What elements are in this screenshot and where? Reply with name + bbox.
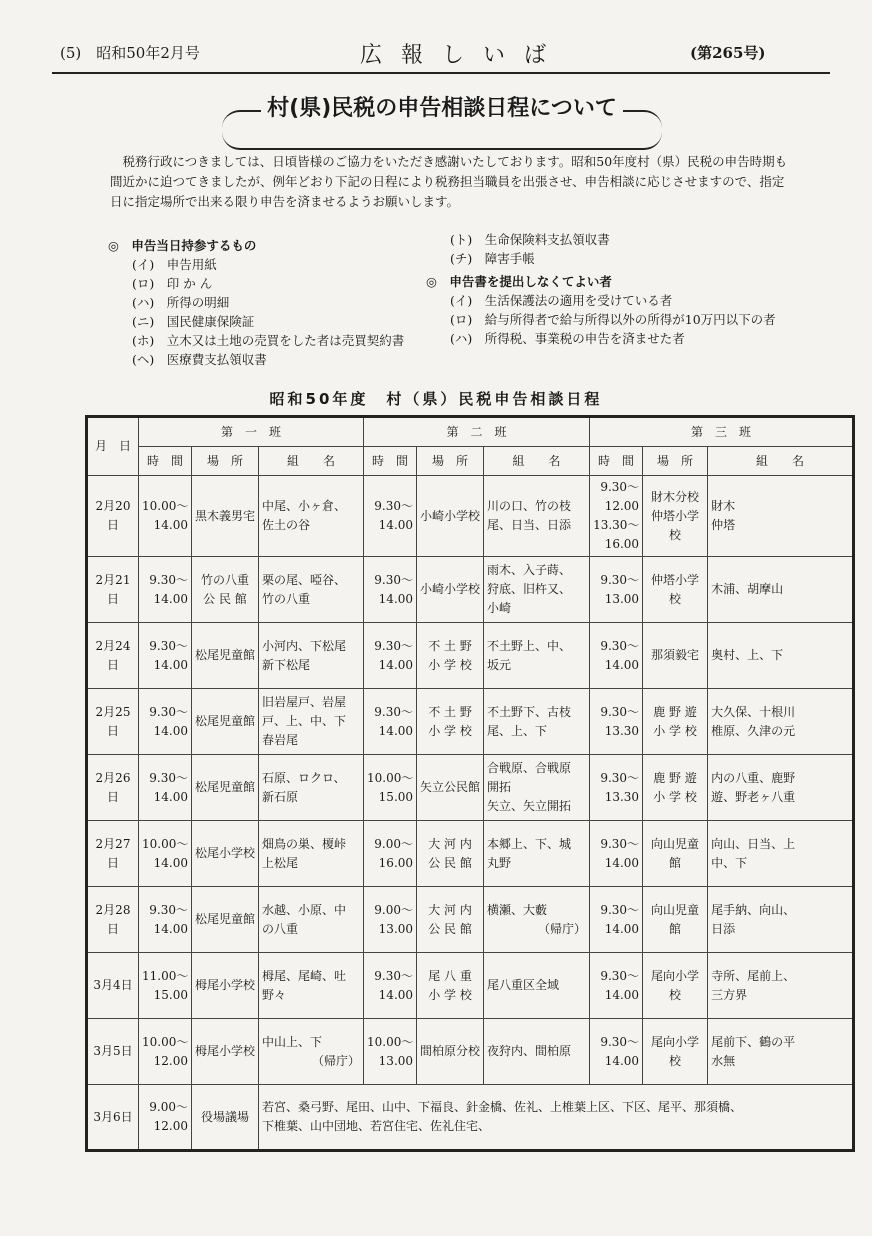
bring-list xyxy=(108,236,404,369)
place-cell xyxy=(192,623,259,689)
table-title: 昭和50年度 村（県）民税申告相談日程 xyxy=(269,390,603,408)
place-cell xyxy=(417,557,484,623)
time-cell xyxy=(139,821,192,887)
time-cell-line: 14.00 xyxy=(378,723,414,738)
names-cell-line: 遊、野老ヶ八重 xyxy=(711,789,796,804)
header-rule xyxy=(52,72,830,74)
names-cell-line: 水越、小原、中 xyxy=(262,902,347,917)
intro-paragraph: 税務行政につきましては、日頃皆様のご協力をいただき感謝いたしております。昭和50年度村（県）民税の申告時期も間近かに迫つてきましたが、例年どおり下記の日程により税務担当職員を出張させ、申告相談に応じさせますので、指定日に指定場所で出来る限り申告を済ませるようお願いします。 xyxy=(110,154,788,209)
place-cell xyxy=(192,755,259,821)
time-cell-line: 9.30〜 xyxy=(374,638,414,653)
place-cell xyxy=(192,689,259,755)
time-cell-line: 14.00 xyxy=(604,987,640,1002)
place-cell xyxy=(643,1019,708,1085)
place-cell xyxy=(643,821,708,887)
table-row xyxy=(87,689,854,755)
table-row xyxy=(87,821,854,887)
names-cell xyxy=(708,623,854,689)
place-cell xyxy=(192,1085,259,1151)
place-cell-line: 鹿 野 遊 xyxy=(653,770,697,785)
names-cell xyxy=(484,1019,590,1085)
time-cell-line: 14.00 xyxy=(153,518,188,532)
time-cell xyxy=(139,887,192,953)
names-cell-line: 木浦、胡摩山 xyxy=(711,582,784,596)
names-cell-line: 日添 xyxy=(711,921,736,936)
place-cell xyxy=(417,1019,484,1085)
time-cell-line: 9.30〜 xyxy=(600,836,640,851)
time-cell xyxy=(590,557,643,623)
names-cell-line: 栂尾、尾崎、吐 xyxy=(262,968,347,983)
names-cell-line: 狩底、旧杵又、 xyxy=(487,582,572,596)
names-cell-line: 夜狩内、間柏原 xyxy=(487,1044,572,1058)
list-item: (ホ) 立木又は土地の売買をした者は売買契約書 xyxy=(132,333,405,348)
place-cell xyxy=(192,557,259,623)
names-cell xyxy=(708,755,854,821)
list-item: (ハ) 所得の明細 xyxy=(132,295,230,310)
time-cell xyxy=(139,689,192,755)
place-cell-line: 黒木義男宅 xyxy=(195,508,256,523)
names-cell-line: 新石原 xyxy=(262,789,299,804)
time-cell xyxy=(590,953,643,1019)
place-cell xyxy=(417,887,484,953)
names-cell-line: 雨木、入子蒔、 xyxy=(487,563,572,577)
names-cell xyxy=(484,689,590,755)
place-header: 場 所 xyxy=(643,447,708,476)
list-item: (ロ) 給与所得者で給与所得以外の所得が10万円以下の者 xyxy=(450,312,776,327)
names-cell-line: 矢立、矢立開拓 xyxy=(487,799,572,813)
time-cell-line: 13.00 xyxy=(604,591,640,606)
names-cell-line: 丸野 xyxy=(487,855,512,870)
names-cell-line: 中尾、小ヶ倉、 xyxy=(262,499,347,513)
names-cell-line: 不土野上、中、 xyxy=(487,638,572,653)
time-cell-line: 12.00 xyxy=(153,1053,188,1068)
names-cell-line: 若宮、桑弓野、尾田、山中、下福良、針金橋、佐礼、上椎葉上区、下区、尾平、那須橋、 xyxy=(262,1100,743,1114)
names-cell-line: 奥村、上、下 xyxy=(711,648,784,662)
table-row xyxy=(87,557,854,623)
names-header: 組 名 xyxy=(484,447,590,476)
time-cell-line: 14.00 xyxy=(153,855,188,870)
names-cell xyxy=(484,887,590,953)
place-cell xyxy=(192,476,259,557)
names-cell-line: 本郷上、下、城 xyxy=(487,836,572,851)
time-cell xyxy=(364,1019,417,1085)
names-cell xyxy=(708,476,854,557)
list-heading: ◎ 申告当日持参するもの xyxy=(108,238,257,253)
time-cell-line: 13.30 xyxy=(604,789,640,804)
time-cell-line: 10.00〜 xyxy=(367,1034,414,1049)
place-cell-line: 小 学 校 xyxy=(428,987,472,1002)
names-cell-line: 向山、日当、上 xyxy=(711,836,796,851)
names-cell-line: 開拓 xyxy=(487,780,512,794)
place-cell-line: 向山児童館 xyxy=(651,902,700,936)
names-cell-line: 下椎葉、山中団地、若宮住宅、佐礼住宅、 xyxy=(262,1119,491,1133)
list-item: (イ) 申告用紙 xyxy=(132,257,217,272)
names-cell-line: 横瀬、大藪 xyxy=(487,902,548,917)
names-header: 組 名 xyxy=(708,447,854,476)
time-cell-line: 14.00 xyxy=(378,657,414,672)
time-cell-line: 14.00 xyxy=(153,789,188,804)
date-cell: 3月4日 xyxy=(87,953,139,1019)
table-row xyxy=(87,755,854,821)
names-cell xyxy=(259,1019,364,1085)
time-cell-line: 10.00〜 xyxy=(142,499,189,513)
place-cell-line: 松尾児童館 xyxy=(195,648,256,662)
time-cell xyxy=(364,557,417,623)
names-cell-line: 中、下 xyxy=(711,855,748,870)
time-cell-line: 9.30〜 xyxy=(149,770,188,785)
date-cell: 2月27日 xyxy=(87,821,139,887)
table-row xyxy=(87,953,854,1019)
place-cell-line: 向山児童館 xyxy=(651,836,700,870)
names-cell xyxy=(484,953,590,1019)
place-cell-line: 大 河 内 xyxy=(428,902,472,917)
time-cell xyxy=(364,953,417,1019)
place-cell-line: 尾向小学校 xyxy=(651,968,700,1002)
place-cell-line: 公 民 館 xyxy=(428,855,472,870)
names-cell-line: （帰庁） xyxy=(538,921,587,936)
names-cell-line: 合戦原、合戦原 xyxy=(487,761,572,775)
names-cell xyxy=(484,821,590,887)
names-cell xyxy=(484,755,590,821)
group-header: 第 三 班 xyxy=(590,417,854,447)
time-cell-line: 14.00 xyxy=(153,921,188,936)
time-cell-line: 13.30 xyxy=(604,723,640,738)
place-cell-line: 小崎小学校 xyxy=(420,582,481,596)
names-cell-line: 寺所、尾前上、 xyxy=(711,968,796,983)
names-cell-line: 小崎 xyxy=(487,601,512,615)
schedule-table xyxy=(85,415,855,1152)
list-item: (ハ) 所得税、事業税の申告を済ませた者 xyxy=(450,331,685,346)
time-cell-line: 9.30〜 xyxy=(149,902,188,917)
time-cell-line: 9.30〜 xyxy=(600,638,640,653)
time-cell xyxy=(139,953,192,1019)
names-cell-line: 栗の尾、啞谷、 xyxy=(262,572,347,587)
names-cell-line: 春岩尾 xyxy=(262,733,299,747)
names-cell-line: 小河内、下松尾 xyxy=(262,638,347,653)
place-cell-line: 松尾児童館 xyxy=(195,780,256,794)
names-cell-line: 尾手納、向山、 xyxy=(711,902,796,917)
time-cell xyxy=(590,1019,643,1085)
names-cell-line: 中山上、下 xyxy=(262,1034,323,1049)
names-cell-line: 畑鳥の巣、榎峠 xyxy=(262,836,347,851)
time-cell-line: 16.00 xyxy=(604,537,640,551)
names-cell xyxy=(484,623,590,689)
time-header: 時 間 xyxy=(590,447,643,476)
time-cell-line: 14.00 xyxy=(378,987,414,1002)
place-cell xyxy=(643,887,708,953)
names-cell xyxy=(259,1085,854,1151)
place-cell-line: 尾向小学校 xyxy=(651,1034,700,1068)
place-cell-line: 那須毅宅 xyxy=(651,648,700,662)
names-cell-line: 不土野下、古枝 xyxy=(487,704,572,719)
time-cell-line: 9.30〜 xyxy=(600,704,640,719)
date-cell: 2月20日 xyxy=(87,476,139,557)
table-row xyxy=(87,476,854,557)
time-cell-line: 9.30〜 xyxy=(600,1034,640,1049)
place-cell-line: 松尾小学校 xyxy=(195,846,256,860)
names-cell-line: 川の口、竹の枝 xyxy=(487,499,572,513)
names-cell-line: 尾、上、下 xyxy=(487,723,548,738)
place-cell-line: 小崎小学校 xyxy=(420,508,481,523)
time-cell-line: 10.00〜 xyxy=(367,770,414,785)
time-cell-line: 14.00 xyxy=(604,855,640,870)
names-cell xyxy=(708,689,854,755)
time-cell-line: 14.00 xyxy=(378,518,414,532)
names-cell-line: 竹の八重 xyxy=(262,591,311,606)
place-cell xyxy=(417,476,484,557)
place-cell xyxy=(192,953,259,1019)
time-cell-line: 9.00〜 xyxy=(149,1100,188,1114)
time-cell-line: 9.30〜 xyxy=(374,572,414,587)
names-cell-line: 新下松尾 xyxy=(262,657,311,672)
place-cell-line: 財木分校 xyxy=(651,489,700,504)
names-cell xyxy=(259,623,364,689)
table-row xyxy=(87,1019,854,1085)
place-cell-line: 仲塔小学校 xyxy=(651,508,700,542)
issue-date: (5) 昭和50年2月号 xyxy=(60,44,200,62)
names-cell xyxy=(708,1019,854,1085)
time-cell-line: 13.00 xyxy=(378,1053,414,1068)
time-cell-line: 10.00〜 xyxy=(142,836,189,851)
place-cell xyxy=(192,1019,259,1085)
names-cell xyxy=(708,557,854,623)
names-cell-line: の八重 xyxy=(262,921,299,936)
names-cell-line: 佐土の谷 xyxy=(262,518,311,532)
time-cell xyxy=(590,689,643,755)
time-cell xyxy=(590,821,643,887)
extra-list xyxy=(426,230,776,348)
time-cell-line: 12.00 xyxy=(604,499,640,513)
date-cell: 2月24日 xyxy=(87,623,139,689)
group-header: 第 一 班 xyxy=(139,417,364,447)
table-row xyxy=(87,1085,854,1151)
group-header: 第 二 班 xyxy=(364,417,590,447)
place-cell-line: 小 学 校 xyxy=(428,657,472,672)
place-header: 場 所 xyxy=(417,447,484,476)
time-cell-line: 9.30〜 xyxy=(600,480,640,494)
names-cell-line: 尾八重区全域 xyxy=(487,978,560,992)
place-cell xyxy=(417,623,484,689)
names-cell-line: 石原、ロクロ、 xyxy=(262,770,346,785)
list-item: (ヘ) 医療費支払領収書 xyxy=(132,352,267,367)
names-cell xyxy=(259,821,364,887)
list-item: (ニ) 国民健康保険証 xyxy=(132,314,255,329)
place-cell-line: 竹の八重 xyxy=(200,572,249,587)
date-cell: 2月28日 xyxy=(87,887,139,953)
time-cell-line: 9.30〜 xyxy=(600,770,640,785)
list-item: (ト) 生命保険料支払領収書 xyxy=(450,232,610,247)
time-cell-line: 15.00 xyxy=(153,987,188,1002)
time-cell xyxy=(139,1019,192,1085)
time-cell-line: 9.30〜 xyxy=(149,572,188,587)
place-cell-line: 小 学 校 xyxy=(653,789,697,804)
time-cell-line: 9.30〜 xyxy=(374,704,414,719)
names-cell xyxy=(484,476,590,557)
time-cell xyxy=(590,476,643,557)
names-cell-line: 財木 xyxy=(711,499,736,513)
names-cell-line: （帰庁） xyxy=(312,1053,361,1068)
time-cell-line: 14.00 xyxy=(378,591,414,606)
names-cell-line: 尾前下、鶴の平 xyxy=(711,1034,796,1049)
date-cell: 2月25日 xyxy=(87,689,139,755)
time-cell xyxy=(139,557,192,623)
place-cell-line: 不 土 野 xyxy=(428,704,472,719)
names-cell-line: 尾、日当、日添 xyxy=(487,518,572,532)
time-cell xyxy=(590,887,643,953)
names-cell xyxy=(259,557,364,623)
place-cell-line: 公 民 館 xyxy=(203,591,247,606)
time-cell-line: 9.30〜 xyxy=(149,704,188,719)
time-header: 時 間 xyxy=(364,447,417,476)
time-cell-line: 10.00〜 xyxy=(142,1034,189,1049)
time-cell-line: 9.30〜 xyxy=(600,968,640,983)
place-cell-line: 役場議場 xyxy=(200,1109,249,1124)
table-row xyxy=(87,887,854,953)
names-cell-line: 椎原、久津の元 xyxy=(711,723,796,738)
time-cell xyxy=(139,755,192,821)
time-cell-line: 14.00 xyxy=(604,657,640,672)
time-cell xyxy=(364,755,417,821)
names-cell-line: 仲塔 xyxy=(711,518,736,532)
time-cell-line: 14.00 xyxy=(153,723,188,738)
time-cell xyxy=(364,689,417,755)
names-cell xyxy=(259,887,364,953)
date-cell: 2月21日 xyxy=(87,557,139,623)
time-cell-line: 9.30〜 xyxy=(600,572,640,587)
place-cell xyxy=(417,821,484,887)
time-cell xyxy=(364,887,417,953)
place-cell xyxy=(643,476,708,557)
list-item: (ロ) 印 か ん xyxy=(132,276,213,291)
date-cell: 3月6日 xyxy=(87,1085,139,1151)
place-cell xyxy=(417,953,484,1019)
time-cell xyxy=(590,623,643,689)
time-cell xyxy=(590,755,643,821)
time-cell-line: 9.30〜 xyxy=(600,902,640,917)
place-cell xyxy=(643,557,708,623)
names-cell xyxy=(484,557,590,623)
time-cell-line: 9.30〜 xyxy=(374,499,414,513)
names-cell xyxy=(259,476,364,557)
place-cell-line: 尾 八 重 xyxy=(428,968,472,983)
time-cell-line: 9.00〜 xyxy=(374,902,414,917)
article-title: 村(県)民税の申告相談日程について xyxy=(261,96,623,121)
place-cell-line: 大 河 内 xyxy=(428,836,472,851)
time-cell xyxy=(364,821,417,887)
names-cell xyxy=(259,953,364,1019)
place-cell-line: 松尾児童館 xyxy=(195,912,256,926)
names-cell-line: 野々 xyxy=(262,987,287,1002)
place-cell-line: 小 学 校 xyxy=(653,723,697,738)
time-cell-line: 15.00 xyxy=(378,789,414,804)
time-cell-line: 9.30〜 xyxy=(374,968,414,983)
newsletter-name: 広 報 し い ば xyxy=(360,43,552,68)
time-cell-line: 9.00〜 xyxy=(374,836,414,851)
time-cell-line: 16.00 xyxy=(378,855,414,870)
place-cell-line: 仲塔小学校 xyxy=(651,572,700,606)
place-cell-line: 松尾児童館 xyxy=(195,714,256,728)
time-cell-line: 11.00〜 xyxy=(142,968,189,983)
names-cell-line: 坂元 xyxy=(487,657,512,672)
names-cell-line: 水無 xyxy=(711,1053,736,1068)
names-cell xyxy=(708,887,854,953)
issue-number: (第265号) xyxy=(690,44,766,62)
list-item: (イ) 生活保護法の適用を受けている者 xyxy=(450,293,673,308)
place-cell-line: 矢立公民館 xyxy=(420,780,481,794)
place-cell-line: 公 民 館 xyxy=(428,921,472,936)
names-cell-line: 上松尾 xyxy=(262,855,299,870)
time-cell-line: 9.30〜 xyxy=(149,638,188,653)
time-cell-line: 12.00 xyxy=(153,1119,188,1133)
place-cell xyxy=(643,755,708,821)
place-cell xyxy=(643,953,708,1019)
names-cell-line: 内の八重、鹿野 xyxy=(711,770,796,785)
place-cell xyxy=(643,623,708,689)
place-cell-line: 間柏原分校 xyxy=(420,1044,481,1058)
names-cell-line: 三方界 xyxy=(711,987,748,1002)
place-cell xyxy=(417,689,484,755)
names-cell-line: 大久保、十根川 xyxy=(711,704,796,719)
time-cell-line: 13.00 xyxy=(378,921,414,936)
place-cell xyxy=(643,689,708,755)
time-cell-line: 14.00 xyxy=(153,657,188,672)
time-cell-line: 14.00 xyxy=(604,921,640,936)
time-cell xyxy=(139,623,192,689)
date-header: 月 日 xyxy=(87,417,139,476)
place-cell-line: 鹿 野 遊 xyxy=(653,704,697,719)
time-cell xyxy=(364,476,417,557)
place-cell xyxy=(192,821,259,887)
date-cell: 2月26日 xyxy=(87,755,139,821)
place-cell-line: 不 土 野 xyxy=(428,638,472,653)
names-cell xyxy=(259,689,364,755)
table-row xyxy=(87,623,854,689)
names-cell-line: 旧岩屋戸、岩屋 xyxy=(262,695,347,709)
time-cell-line: 13.30〜 xyxy=(593,518,640,532)
place-cell-line: 栂尾小学校 xyxy=(195,1044,256,1058)
date-cell: 3月5日 xyxy=(87,1019,139,1085)
names-cell xyxy=(708,821,854,887)
place-cell-line: 栂尾小学校 xyxy=(195,978,256,992)
time-cell-line: 14.00 xyxy=(153,591,188,606)
names-cell xyxy=(259,755,364,821)
names-cell xyxy=(708,953,854,1019)
time-cell xyxy=(139,476,192,557)
place-cell-line: 小 学 校 xyxy=(428,723,472,738)
time-header: 時 間 xyxy=(139,447,192,476)
names-header: 組 名 xyxy=(259,447,364,476)
place-cell xyxy=(417,755,484,821)
list-item: (チ) 障害手帳 xyxy=(450,251,535,266)
place-cell xyxy=(192,887,259,953)
names-cell-line: 戸、上、中、下 xyxy=(262,714,347,728)
place-header: 場 所 xyxy=(192,447,259,476)
article-title-frame xyxy=(222,96,662,150)
list-heading: ◎ 申告書を提出しなくてよい者 xyxy=(426,274,612,289)
time-cell-line: 14.00 xyxy=(604,1053,640,1068)
time-cell xyxy=(139,1085,192,1151)
time-cell xyxy=(364,623,417,689)
